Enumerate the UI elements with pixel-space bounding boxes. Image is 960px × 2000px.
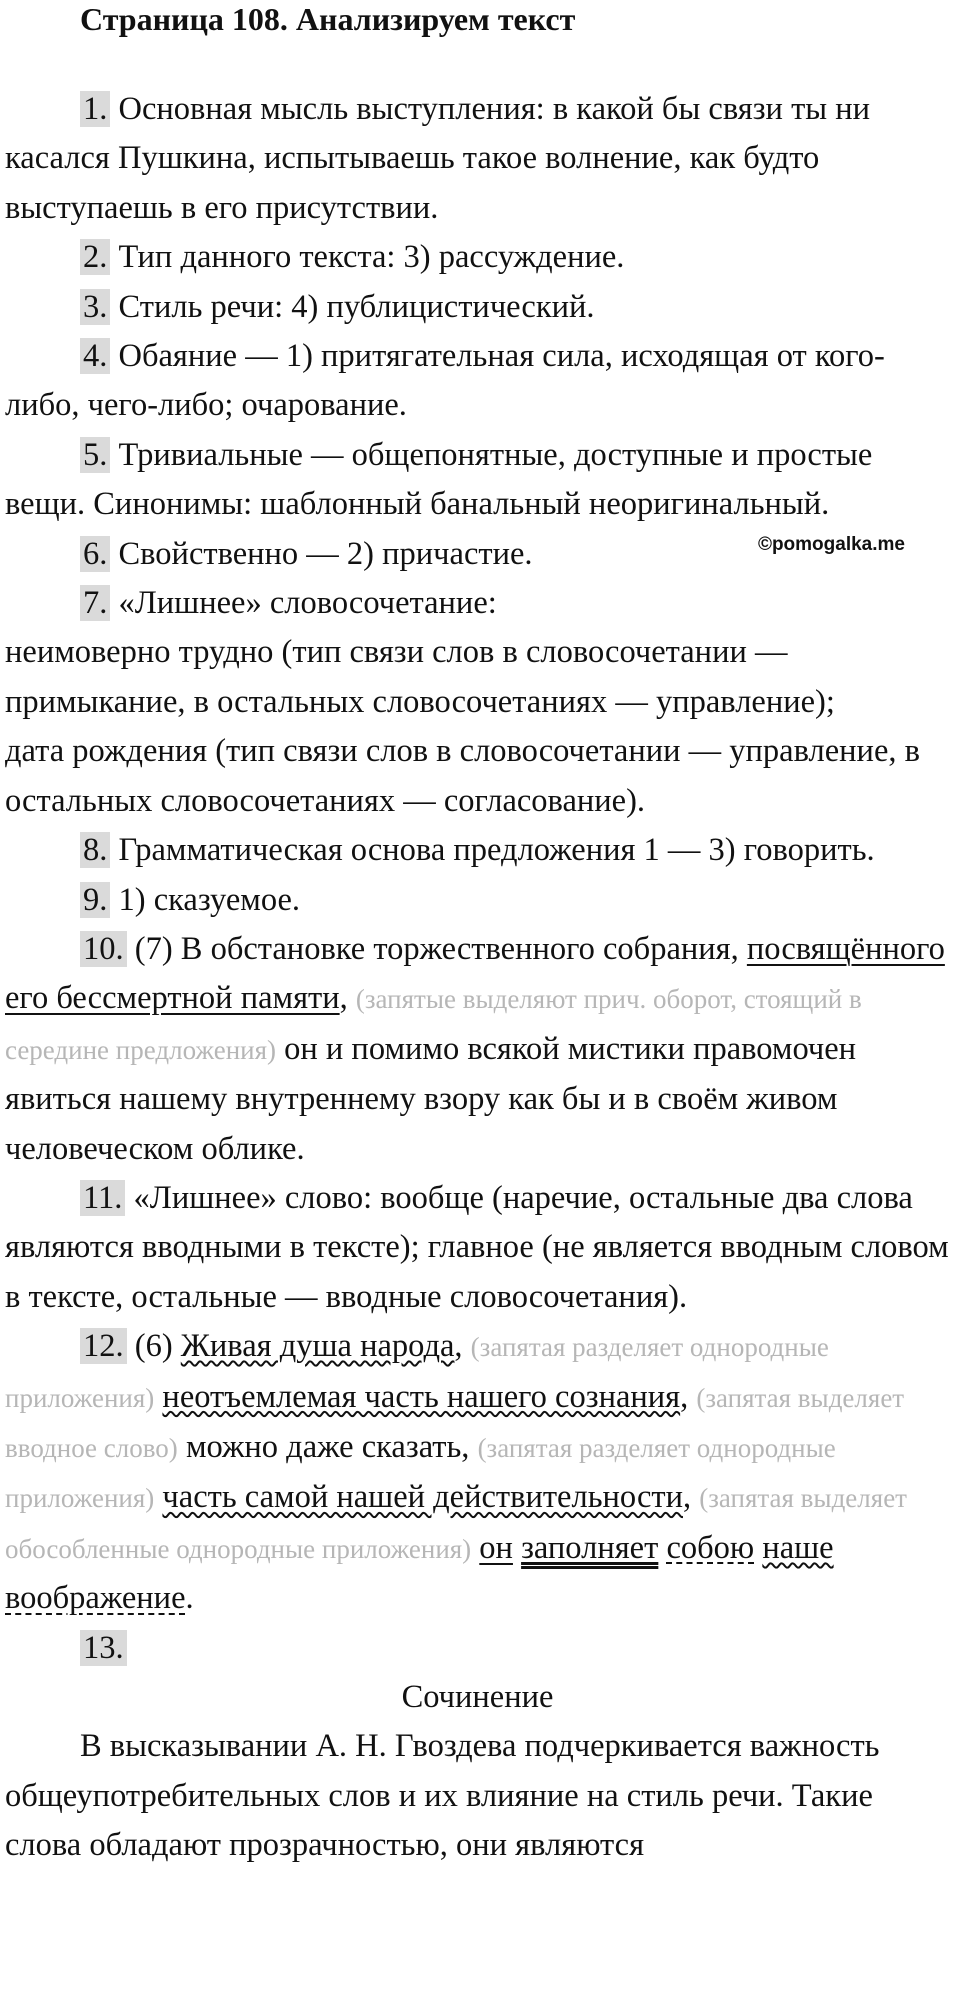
item-number: 1. — [80, 91, 110, 127]
item-number: 9. — [80, 882, 110, 918]
comma: , — [339, 980, 348, 1017]
item-10 — [5, 925, 950, 1174]
grammar-note-2: (запятая выделяет вводное слово) — [5, 1382, 905, 1463]
item-text: (6) — [134, 1328, 173, 1365]
essay-text: В высказывании А. Н. Гвоздева подчеркивается важность общеупотребительных слов и их влияние на стиль речи. Такие слова обладают прозрачностью, они являются — [5, 1728, 880, 1864]
item-1 — [5, 85, 950, 233]
grammar-note-1: (запятая разделяет однородные приложения) — [5, 1332, 829, 1413]
item-number: 7. — [80, 585, 110, 621]
item-text: Стиль речи: 4) публицистический. — [118, 288, 595, 325]
item-number: 11. — [80, 1180, 125, 1216]
item-text: Тривиальные — общепонятные, доступные и простые вещи. Синонимы: шаблонный банальный неоригинальный. — [5, 436, 873, 523]
item-number: 13. — [80, 1630, 127, 1666]
item-text: Грамматическая основа предложения 1 — 3) говорить. — [118, 832, 875, 869]
item-12: 12. (6) Живая душа народа, (запятая разделяет однородные приложения) неотъемлемая часть нашего сознания, (запятая выделяет вводное слово) можно даже сказать, (запятая разделяет однородные приложения) часть самой нашей действительности, (запятая выделяет обособленные однородные приложения) он заполняет собою наше воображение. — [5, 1328, 907, 1617]
item-text: Основная мысль выступления: в какой бы связи ты ни касался Пушкина, испытываешь такое волнение, как будто выступаешь в его присутствии. — [5, 91, 871, 226]
item-text: «Лишнее» словосочетание: — [118, 585, 497, 622]
item-5 — [5, 431, 950, 530]
predicate: заполняет — [521, 1529, 659, 1566]
grammar-note: (запятые выделяют прич. оборот, стоящий в середине предложения) — [5, 984, 862, 1065]
grammar-note-3: (запятая разделяет однородные приложения) — [5, 1432, 836, 1514]
item-number: 5. — [80, 437, 110, 473]
item-3 — [5, 283, 950, 332]
item-2 — [5, 233, 950, 282]
circumstance: собою — [666, 1529, 755, 1566]
essay-title: Сочинение — [401, 1679, 554, 1715]
item-number: 10. — [80, 931, 127, 967]
item-text: можно даже сказать, — [185, 1428, 470, 1465]
appositive-2: неотъемлемая часть нашего сознания — [162, 1378, 681, 1415]
item-text: Тип данного текста: 3) рассуждение. — [118, 239, 625, 276]
item-text: Свойственно — 2) причастие. — [118, 535, 533, 572]
watermark: ©pomogalka.me — [757, 534, 905, 555]
item-number: 12. — [80, 1328, 127, 1364]
appositive-3: часть самой нашей действительности — [162, 1479, 683, 1516]
appositive-1: Живая душа народа — [180, 1328, 455, 1365]
item-9 — [5, 876, 950, 925]
item-8 — [5, 826, 950, 875]
item-number: 2. — [80, 239, 110, 275]
item-number: 3. — [80, 289, 110, 325]
item-text: (7) В обстановке торжественного собрания, — [134, 930, 739, 967]
object: воображение — [5, 1580, 186, 1617]
attribute: наше — [762, 1529, 834, 1566]
page-title: Страница 108. Анализируем текст — [80, 1, 576, 37]
item-7-line-1: неимоверно трудно (тип связи слов в словосочетании — примыкание, в остальных словосочетаниях — управление); — [5, 634, 835, 720]
subject: он — [479, 1529, 513, 1566]
item-11 — [5, 1174, 950, 1322]
item-number: 8. — [80, 832, 110, 868]
grammar-note-4: (запятая выделяет обособленные однородные приложения) — [5, 1483, 907, 1564]
item-7-line-2: дата рождения (тип связи слов в словосочетании — управление, в остальных словосочетаниях — согласование). — [5, 733, 920, 819]
period: . — [185, 1580, 194, 1617]
item-text: «Лишнее» слово: вообще (наречие, остальные два слова являются вводными в тексте); главное (не является вводным словом в тексте, остальные — вводные словосочетания). — [5, 1179, 949, 1315]
item-4 — [5, 332, 950, 431]
item-text: 1) сказуемое. — [118, 881, 301, 918]
item-13 — [5, 1624, 950, 1673]
item-number: 4. — [80, 338, 110, 374]
item-text: он и помимо всякой мистики правомочен явиться нашему внутреннему взору как бы и в своём живом человеческом облике. — [5, 1030, 857, 1167]
item-7 — [5, 579, 950, 628]
item-number: 6. — [80, 536, 110, 572]
participle-phrase: посвящённого его бессмертной памяти — [5, 930, 945, 1017]
item-text: Обаяние — 1) притягательная сила, исходящая от кого-либо, чего-либо; очарование. — [5, 338, 885, 424]
